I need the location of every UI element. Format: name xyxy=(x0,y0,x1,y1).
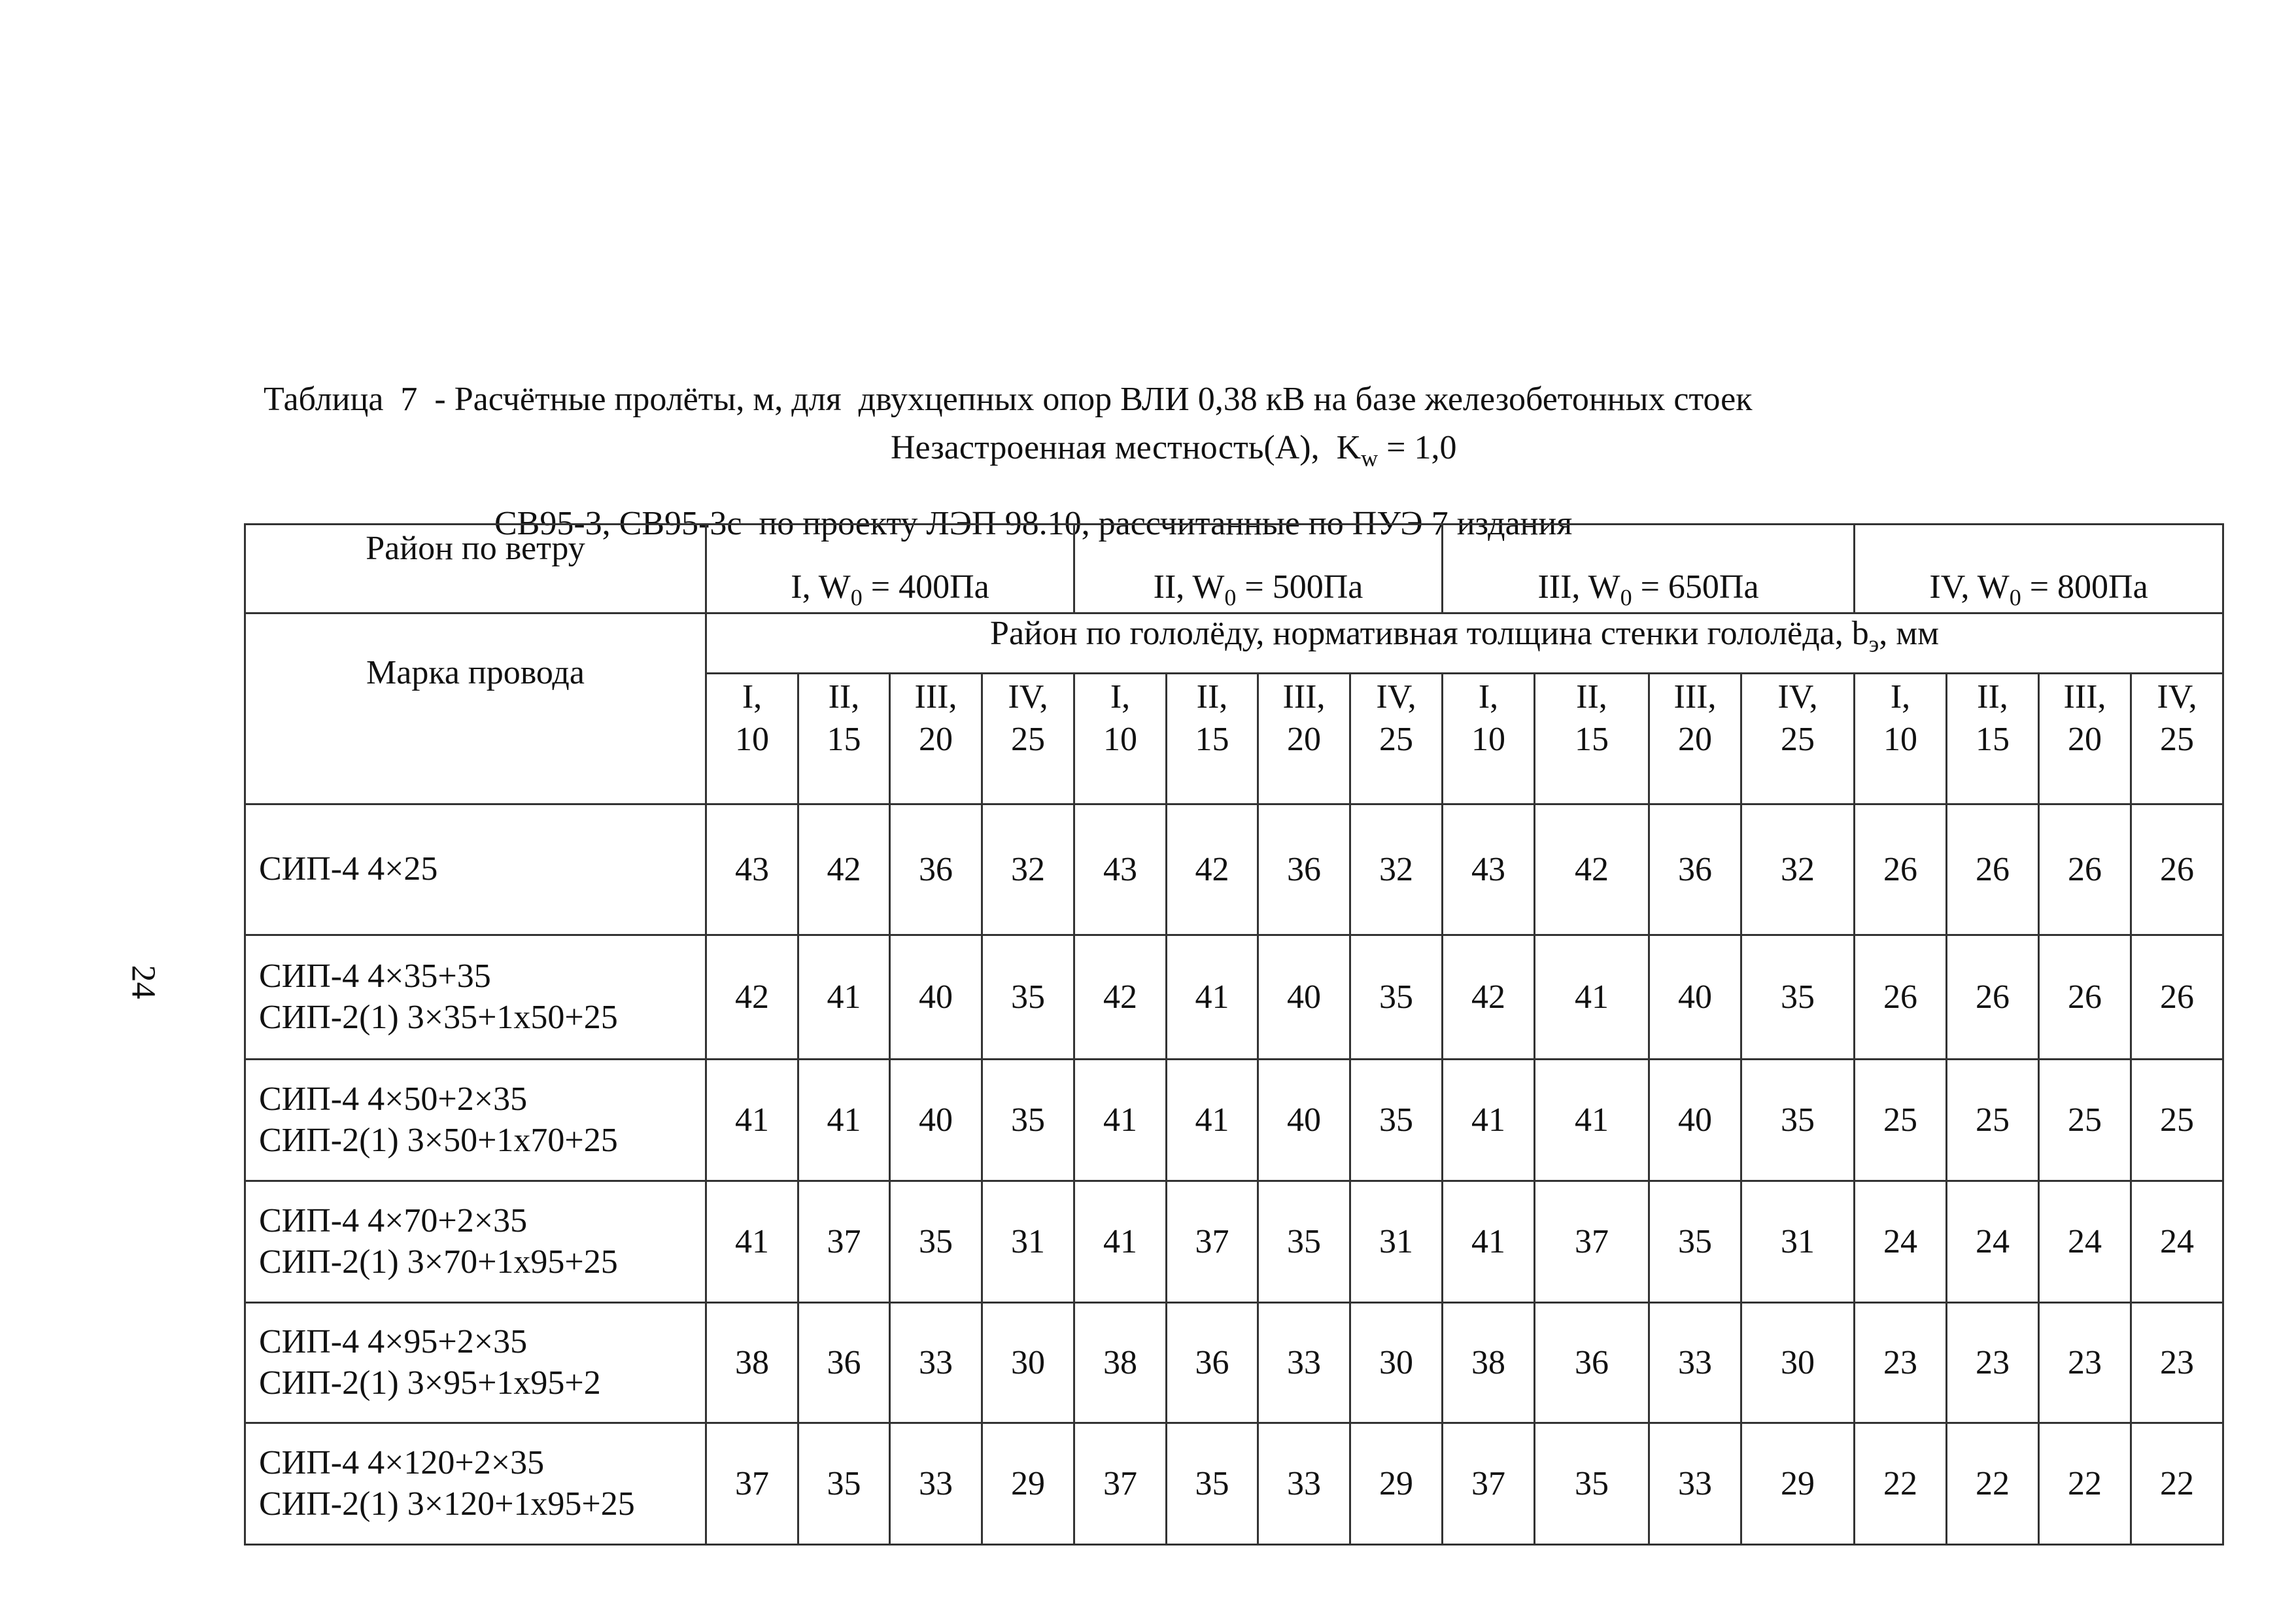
wire-mark-cell xyxy=(245,1060,706,1181)
table-row xyxy=(245,1423,2223,1545)
page-number: 24 xyxy=(124,965,162,999)
caption-line-2: СВ95-3, СВ95-3с по проекту ЛЭП 98.10, рассчитанные по ПУЭ 7 издания xyxy=(494,505,1573,543)
caption-line-1: Таблица 7 - Расчётные пролёты, м, для двухцепных опор ВЛИ 0,38 кВ на базе железобетонных стоек xyxy=(264,380,1753,418)
wind-header-row xyxy=(245,525,2223,613)
wire-mark-line: СИП-4 4×50+2×35 xyxy=(259,1080,528,1118)
span-value-cell: 37 xyxy=(1535,1181,1649,1303)
ice-subcolumn-header xyxy=(706,674,798,804)
wind-region-suffix: = 400Па xyxy=(862,568,989,606)
ice-thickness: 20 xyxy=(1678,721,1712,758)
ice-thickness: 25 xyxy=(1011,721,1045,758)
ice-region-number: IV, xyxy=(1008,678,1048,716)
span-value-cell: 24 xyxy=(2039,1181,2131,1303)
wind-region-prefix: IV, W xyxy=(1929,568,2010,606)
subtitle-text: Незастроенная местность(А), K xyxy=(891,429,1362,466)
wind-region-subscript: 0 xyxy=(2009,584,2021,610)
span-value-cell: 26 xyxy=(2131,804,2223,935)
ice-thickness: 20 xyxy=(919,721,953,758)
span-value-cell: 32 xyxy=(1741,804,1855,935)
wind-region-label: Район по ветру xyxy=(245,525,706,613)
span-value-cell: 31 xyxy=(1741,1181,1855,1303)
span-value-cell: 24 xyxy=(2131,1181,2223,1303)
table-row xyxy=(245,1060,2223,1181)
span-value-cell: 23 xyxy=(2039,1303,2131,1423)
ice-thickness: 15 xyxy=(1575,721,1609,758)
ice-thickness: 15 xyxy=(827,721,861,758)
table-row xyxy=(245,1181,2223,1303)
wire-mark-line: СИП-4 4×35+35 xyxy=(259,958,491,995)
wind-region-subscript: 0 xyxy=(1620,584,1632,610)
wind-region-header xyxy=(706,525,1074,613)
span-value-cell: 35 xyxy=(1535,1423,1649,1545)
span-value-cell: 41 xyxy=(1535,1060,1649,1181)
span-value-cell: 35 xyxy=(1258,1181,1350,1303)
span-value-cell: 38 xyxy=(1443,1303,1535,1423)
span-value-cell: 25 xyxy=(1947,1060,2039,1181)
ice-subcolumn-header xyxy=(1649,674,1741,804)
ice-thickness: 15 xyxy=(1976,721,2010,758)
span-value-cell: 35 xyxy=(798,1423,890,1545)
span-value-cell: 25 xyxy=(1855,1060,1947,1181)
span-value-cell: 33 xyxy=(1649,1303,1741,1423)
wire-mark-cell xyxy=(245,1303,706,1423)
subtitle-subscript: w xyxy=(1361,445,1379,472)
span-value-cell: 38 xyxy=(1074,1303,1167,1423)
span-value-cell: 30 xyxy=(1350,1303,1443,1423)
span-value-cell: 23 xyxy=(2131,1303,2223,1423)
wire-mark-line: СИП-2(1) 3×50+1х70+25 xyxy=(259,1121,618,1159)
span-value-cell: 36 xyxy=(1167,1303,1258,1423)
ice-region-number: I, xyxy=(1478,678,1499,716)
span-value-cell: 26 xyxy=(2039,804,2131,935)
wire-mark-line: СИП-4 4×70+2×35 xyxy=(259,1202,528,1240)
span-value-cell: 30 xyxy=(1741,1303,1855,1423)
span-value-cell: 32 xyxy=(982,804,1074,935)
ice-subcolumn-header xyxy=(1741,674,1855,804)
span-value-cell: 36 xyxy=(798,1303,890,1423)
ice-subcolumn-header xyxy=(1947,674,2039,804)
span-value-cell: 40 xyxy=(1258,1060,1350,1181)
span-value-cell: 40 xyxy=(1258,935,1350,1060)
span-value-cell: 22 xyxy=(1855,1423,1947,1545)
ice-region-number: IV, xyxy=(2157,678,2197,716)
span-value-cell: 33 xyxy=(890,1303,982,1423)
span-value-cell: 22 xyxy=(2131,1423,2223,1545)
span-value-cell: 41 xyxy=(798,1060,890,1181)
wind-region-header xyxy=(1443,525,1855,613)
span-value-cell: 41 xyxy=(1167,935,1258,1060)
span-value-cell: 26 xyxy=(2131,935,2223,1060)
ice-region-number: IV, xyxy=(1777,678,1818,716)
ice-thickness: 25 xyxy=(1781,721,1815,758)
span-value-cell: 31 xyxy=(1350,1181,1443,1303)
ice-subcolumn-header xyxy=(982,674,1074,804)
ice-region-number: III, xyxy=(2063,678,2106,716)
span-value-cell: 38 xyxy=(706,1303,798,1423)
ice-thickness: 20 xyxy=(1287,721,1321,758)
span-value-cell: 35 xyxy=(1167,1423,1258,1545)
wind-region-prefix: II, W xyxy=(1153,568,1225,606)
wire-mark-line: СИП-2(1) 3×70+1х95+25 xyxy=(259,1243,618,1281)
span-value-cell: 41 xyxy=(706,1060,798,1181)
span-value-cell: 43 xyxy=(706,804,798,935)
ice-region-number: II, xyxy=(1196,678,1228,716)
span-value-cell: 36 xyxy=(1649,804,1741,935)
ice-region-number: I, xyxy=(1890,678,1911,716)
wind-region-prefix: I, W xyxy=(791,568,851,606)
span-value-cell: 35 xyxy=(1741,1060,1855,1181)
span-value-cell: 33 xyxy=(1258,1423,1350,1545)
ice-thickness: 10 xyxy=(735,721,769,758)
span-value-cell: 25 xyxy=(2131,1060,2223,1181)
span-value-cell: 35 xyxy=(982,1060,1074,1181)
span-value-cell: 41 xyxy=(1535,935,1649,1060)
ice-region-number: III, xyxy=(914,678,957,716)
wire-mark-cell xyxy=(245,1181,706,1303)
table-row xyxy=(245,935,2223,1060)
span-value-cell: 37 xyxy=(706,1423,798,1545)
span-value-cell: 35 xyxy=(1741,935,1855,1060)
wind-region-subscript: 0 xyxy=(850,584,863,610)
span-value-cell: 43 xyxy=(1443,804,1535,935)
span-value-cell: 42 xyxy=(1167,804,1258,935)
span-value-cell: 32 xyxy=(1350,804,1443,935)
ice-subcolumn-header xyxy=(1535,674,1649,804)
span-value-cell: 25 xyxy=(2039,1060,2131,1181)
ice-region-number: I, xyxy=(1110,678,1131,716)
span-value-cell: 30 xyxy=(982,1303,1074,1423)
ice-header-tail: , мм xyxy=(1879,615,1939,652)
span-value-cell: 26 xyxy=(1947,935,2039,1060)
span-value-cell: 36 xyxy=(1535,1303,1649,1423)
wire-mark-line: СИП-2(1) 3×95+1х95+2 xyxy=(259,1364,601,1402)
span-value-cell: 41 xyxy=(1167,1060,1258,1181)
ice-subcolumn-header xyxy=(1074,674,1167,804)
span-value-cell: 37 xyxy=(1167,1181,1258,1303)
wind-region-header xyxy=(1855,525,2223,613)
table-row xyxy=(245,804,2223,935)
span-value-cell: 29 xyxy=(982,1423,1074,1545)
ice-header-subscript: э xyxy=(1868,631,1879,657)
span-table xyxy=(244,523,2224,1546)
ice-subcolumn-header xyxy=(1258,674,1350,804)
span-value-cell: 40 xyxy=(1649,935,1741,1060)
span-value-cell: 31 xyxy=(982,1181,1074,1303)
ice-thickness: 10 xyxy=(1471,721,1505,758)
ice-header-text: Район по гололёду, нормативная толщина стенки гололёда, b xyxy=(990,615,1869,652)
span-value-cell: 24 xyxy=(1855,1181,1947,1303)
span-value-cell: 41 xyxy=(706,1181,798,1303)
span-value-cell: 26 xyxy=(1855,935,1947,1060)
span-value-cell: 29 xyxy=(1350,1423,1443,1545)
span-value-cell: 24 xyxy=(1947,1181,2039,1303)
span-value-cell: 26 xyxy=(1947,804,2039,935)
ice-thickness: 10 xyxy=(1103,721,1137,758)
span-value-cell: 26 xyxy=(1855,804,1947,935)
wind-region-suffix: = 800Па xyxy=(2021,568,2148,606)
wire-mark-line: СИП-2(1) 3×35+1х50+25 xyxy=(259,998,618,1036)
span-value-cell: 23 xyxy=(1947,1303,2039,1423)
span-value-cell: 41 xyxy=(1443,1181,1535,1303)
span-value-cell: 22 xyxy=(1947,1423,2039,1545)
span-value-cell: 41 xyxy=(1074,1060,1167,1181)
span-value-cell: 22 xyxy=(2039,1423,2131,1545)
span-value-cell: 33 xyxy=(1258,1303,1350,1423)
span-value-cell: 42 xyxy=(1443,935,1535,1060)
span-value-cell: 35 xyxy=(1350,935,1443,1060)
span-value-cell: 37 xyxy=(798,1181,890,1303)
ice-region-number: III, xyxy=(1282,678,1326,716)
span-value-cell: 36 xyxy=(1258,804,1350,935)
ice-header-row xyxy=(245,613,2223,674)
ice-region-header xyxy=(706,613,2223,674)
span-value-cell: 29 xyxy=(1741,1423,1855,1545)
ice-thickness: 25 xyxy=(1379,721,1413,758)
ice-region-number: II, xyxy=(1977,678,2008,716)
span-value-cell: 41 xyxy=(1443,1060,1535,1181)
ice-subcolumn-header xyxy=(798,674,890,804)
span-value-cell: 37 xyxy=(1443,1423,1535,1545)
ice-subcolumn-header xyxy=(1167,674,1258,804)
wire-mark-cell xyxy=(245,1423,706,1545)
ice-region-number: II, xyxy=(1576,678,1607,716)
subtitle-tail: = 1,0 xyxy=(1378,429,1457,466)
span-value-cell: 42 xyxy=(706,935,798,1060)
span-value-cell: 43 xyxy=(1074,804,1167,935)
span-value-cell: 41 xyxy=(798,935,890,1060)
span-value-cell: 42 xyxy=(798,804,890,935)
span-value-cell: 42 xyxy=(1074,935,1167,1060)
ice-subcolumn-header xyxy=(890,674,982,804)
span-value-cell: 35 xyxy=(890,1181,982,1303)
wire-mark-line: СИП-4 4×25 xyxy=(259,850,438,888)
ice-region-number: IV, xyxy=(1376,678,1416,716)
table-body xyxy=(245,804,2223,1545)
wire-mark-cell xyxy=(245,804,706,935)
ice-thickness: 15 xyxy=(1195,721,1229,758)
wind-region-suffix: = 500Па xyxy=(1236,568,1363,606)
span-value-cell: 23 xyxy=(1855,1303,1947,1423)
ice-thickness: 25 xyxy=(2160,721,2195,758)
span-value-cell: 35 xyxy=(982,935,1074,1060)
span-value-cell: 42 xyxy=(1535,804,1649,935)
terrain-subtitle xyxy=(891,428,1457,472)
ice-subcolumn-header xyxy=(2131,674,2223,804)
span-value-cell: 40 xyxy=(890,935,982,1060)
span-value-cell: 33 xyxy=(1649,1423,1741,1545)
span-value-cell: 33 xyxy=(890,1423,982,1545)
span-value-cell: 26 xyxy=(2039,935,2131,1060)
table-row xyxy=(245,1303,2223,1423)
span-value-cell: 40 xyxy=(1649,1060,1741,1181)
ice-subcolumn-header xyxy=(1443,674,1535,804)
wind-region-prefix: III, W xyxy=(1537,568,1620,606)
ice-region-number: II, xyxy=(828,678,860,716)
span-value-cell: 35 xyxy=(1350,1060,1443,1181)
span-value-cell: 40 xyxy=(890,1060,982,1181)
span-value-cell: 35 xyxy=(1649,1181,1741,1303)
wire-mark-label: Марка провода xyxy=(245,613,706,804)
span-value-cell: 37 xyxy=(1074,1423,1167,1545)
ice-subcolumn-header xyxy=(1855,674,1947,804)
wind-region-suffix: = 650Па xyxy=(1632,568,1759,606)
ice-subcolumn-header xyxy=(1350,674,1443,804)
wind-region-subscript: 0 xyxy=(1224,584,1237,610)
ice-thickness: 10 xyxy=(1883,721,1917,758)
ice-region-number: I, xyxy=(742,678,762,716)
wire-mark-cell xyxy=(245,935,706,1060)
ice-region-number: III, xyxy=(1673,678,1717,716)
wire-mark-line: СИП-4 4×95+2×35 xyxy=(259,1323,528,1361)
ice-thickness: 20 xyxy=(2068,721,2102,758)
wind-region-header xyxy=(1074,525,1443,613)
wire-mark-line: СИП-4 4×120+2×35 xyxy=(259,1444,545,1482)
span-value-cell: 36 xyxy=(890,804,982,935)
ice-subcolumn-header xyxy=(2039,674,2131,804)
wire-mark-line: СИП-2(1) 3×120+1х95+25 xyxy=(259,1485,635,1523)
span-value-cell: 41 xyxy=(1074,1181,1167,1303)
